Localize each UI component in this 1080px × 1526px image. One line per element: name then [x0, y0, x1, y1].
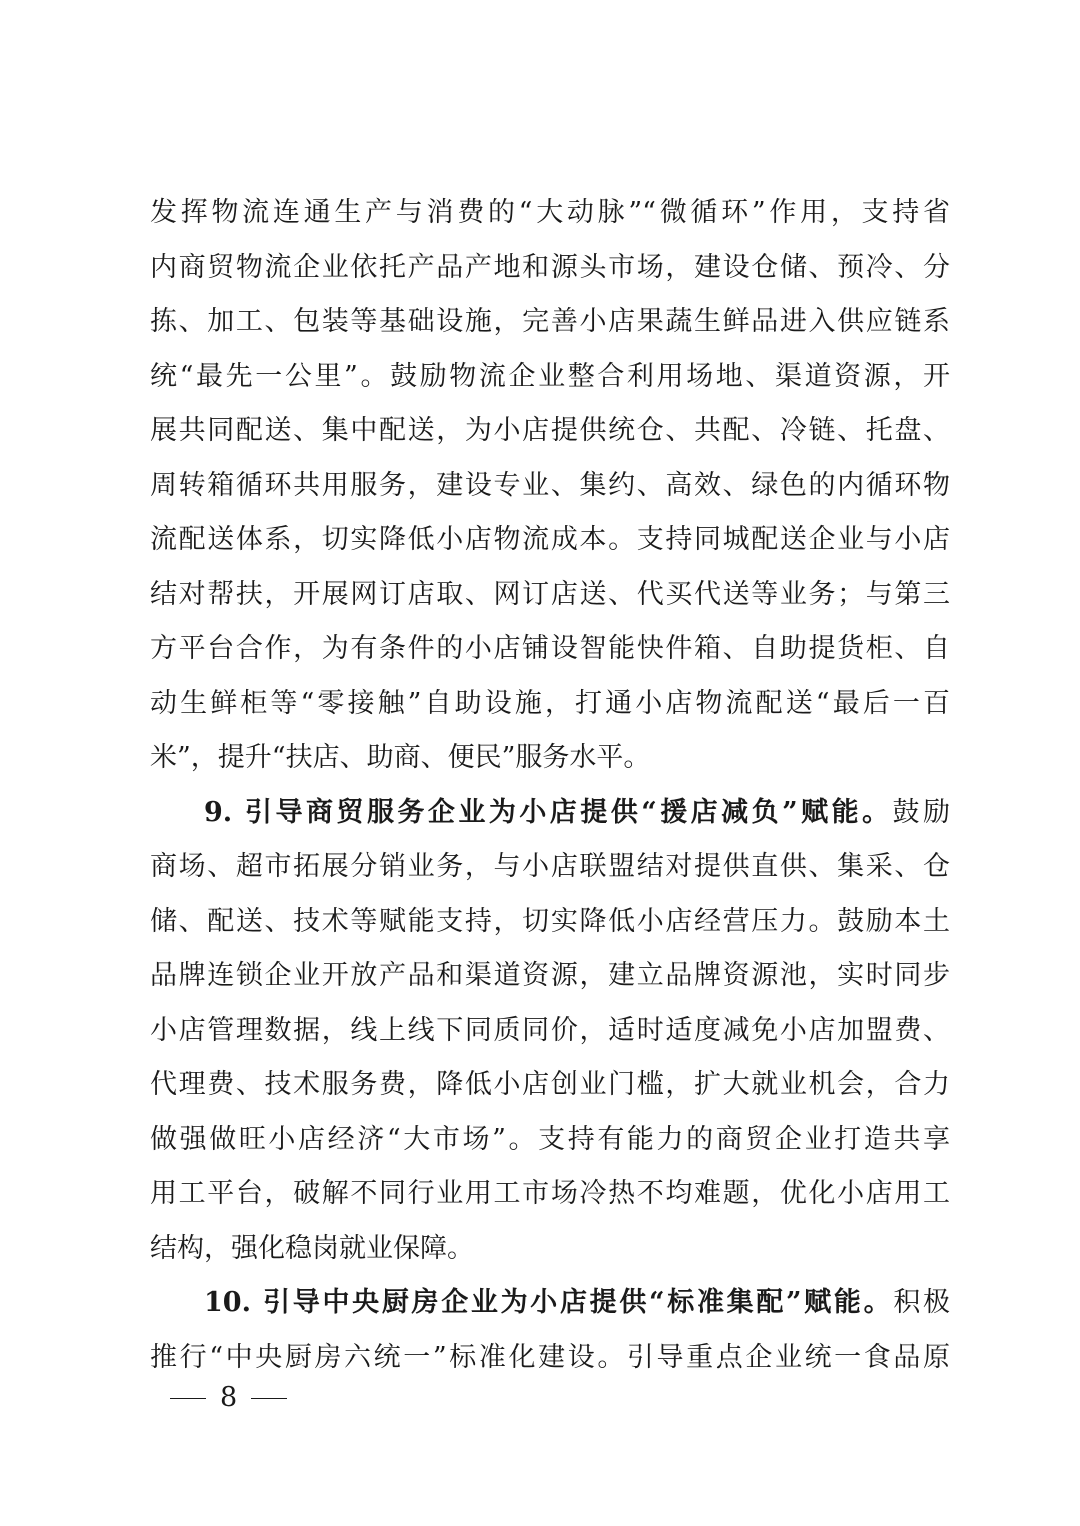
footer-dash-left [170, 1398, 206, 1399]
paragraph-logistics [150, 186, 950, 786]
paragraph-line: 代理费、技术服务费，降低小店创业门槛，扩大就业机会，合力 [150, 1069, 950, 1100]
item-heading-line [150, 1276, 950, 1331]
heading-line-rest: 积极 [893, 1287, 951, 1318]
heading-line-rest: 鼓励 [892, 796, 951, 828]
paragraph-line: 动生鲜柜等“零接触”自助设施，打通小店物流配送“最后一百 [150, 687, 950, 719]
paragraph-line: 做强做旺小店经济“大市场”。支持有能力的商贸企业打造共享 [150, 1123, 950, 1155]
body-text [150, 186, 950, 1385]
paragraph-line: 商场、超市拓展分销业务，与小店联盟结对提供直供、集采、仓 [150, 851, 950, 882]
paragraph-line: 方平台合作，为有条件的小店铺设智能快件箱、自助提货柜、自 [150, 633, 950, 664]
footer-dash-right [251, 1398, 287, 1399]
paragraph-line: 品牌连锁企业开放产品和渠道资源，建立品牌资源池，实时同步 [150, 960, 950, 991]
paragraph-line: 发挥物流连通生产与消费的“大动脉”“微循环”作用，支持省 [150, 197, 950, 228]
page-footer [170, 1378, 287, 1418]
paragraph-line: 周转箱循环共用服务，建设专业、集约、高效、绿色的内循环物 [150, 469, 950, 501]
item-heading-line [150, 786, 950, 841]
paragraph-line: 流配送体系，切实降低小店物流成本。支持同城配送企业与小店 [150, 524, 950, 555]
paragraph-line: 米”，提升“扶店、助商、便民”服务水平。 [150, 742, 651, 773]
paragraph-line: 用工平台，破解不同行业用工市场冷热不均难题，优化小店用工 [150, 1178, 950, 1209]
paragraph-line: 内商贸物流企业依托产品产地和源头市场，建设仓储、预冷、分 [150, 251, 950, 283]
paragraph-line: 小店管理数据，线上线下同质同价，适时适度减免小店加盟费、 [150, 1014, 950, 1046]
paragraph-line: 推行“中央厨房六统一”标准化建设。引导重点企业统一食品原 [150, 1341, 950, 1373]
page-number: 8 [220, 1382, 238, 1413]
paragraph-line: 统“最先一公里”。鼓励物流企业整合利用场地、渠道资源，开 [150, 360, 950, 392]
paragraph-line: 拣、加工、包装等基础设施，完善小店果蔬生鲜品进入供应链系 [150, 306, 950, 337]
paragraph-line: 结构，强化稳岗就业保障。 [150, 1232, 474, 1264]
paragraph-line: 储、配送、技术等赋能支持，切实降低小店经营压力。鼓励本土 [150, 905, 950, 937]
paragraph-item-9 [150, 786, 950, 1277]
paragraph-line: 结对帮扶，开展网订店取、网订店送、代买代送等业务；与第三 [150, 578, 950, 610]
paragraph-line: 展共同配送、集中配送，为小店提供统仓、共配、冷链、托盘、 [150, 415, 950, 446]
paragraph-item-10 [150, 1276, 950, 1385]
item-heading: 9. 引导商贸服务企业为小店提供“援店减负”赋能。 [204, 796, 893, 828]
item-heading: 10. 引导中央厨房企业为小店提供“标准集配”赋能。 [204, 1287, 894, 1318]
